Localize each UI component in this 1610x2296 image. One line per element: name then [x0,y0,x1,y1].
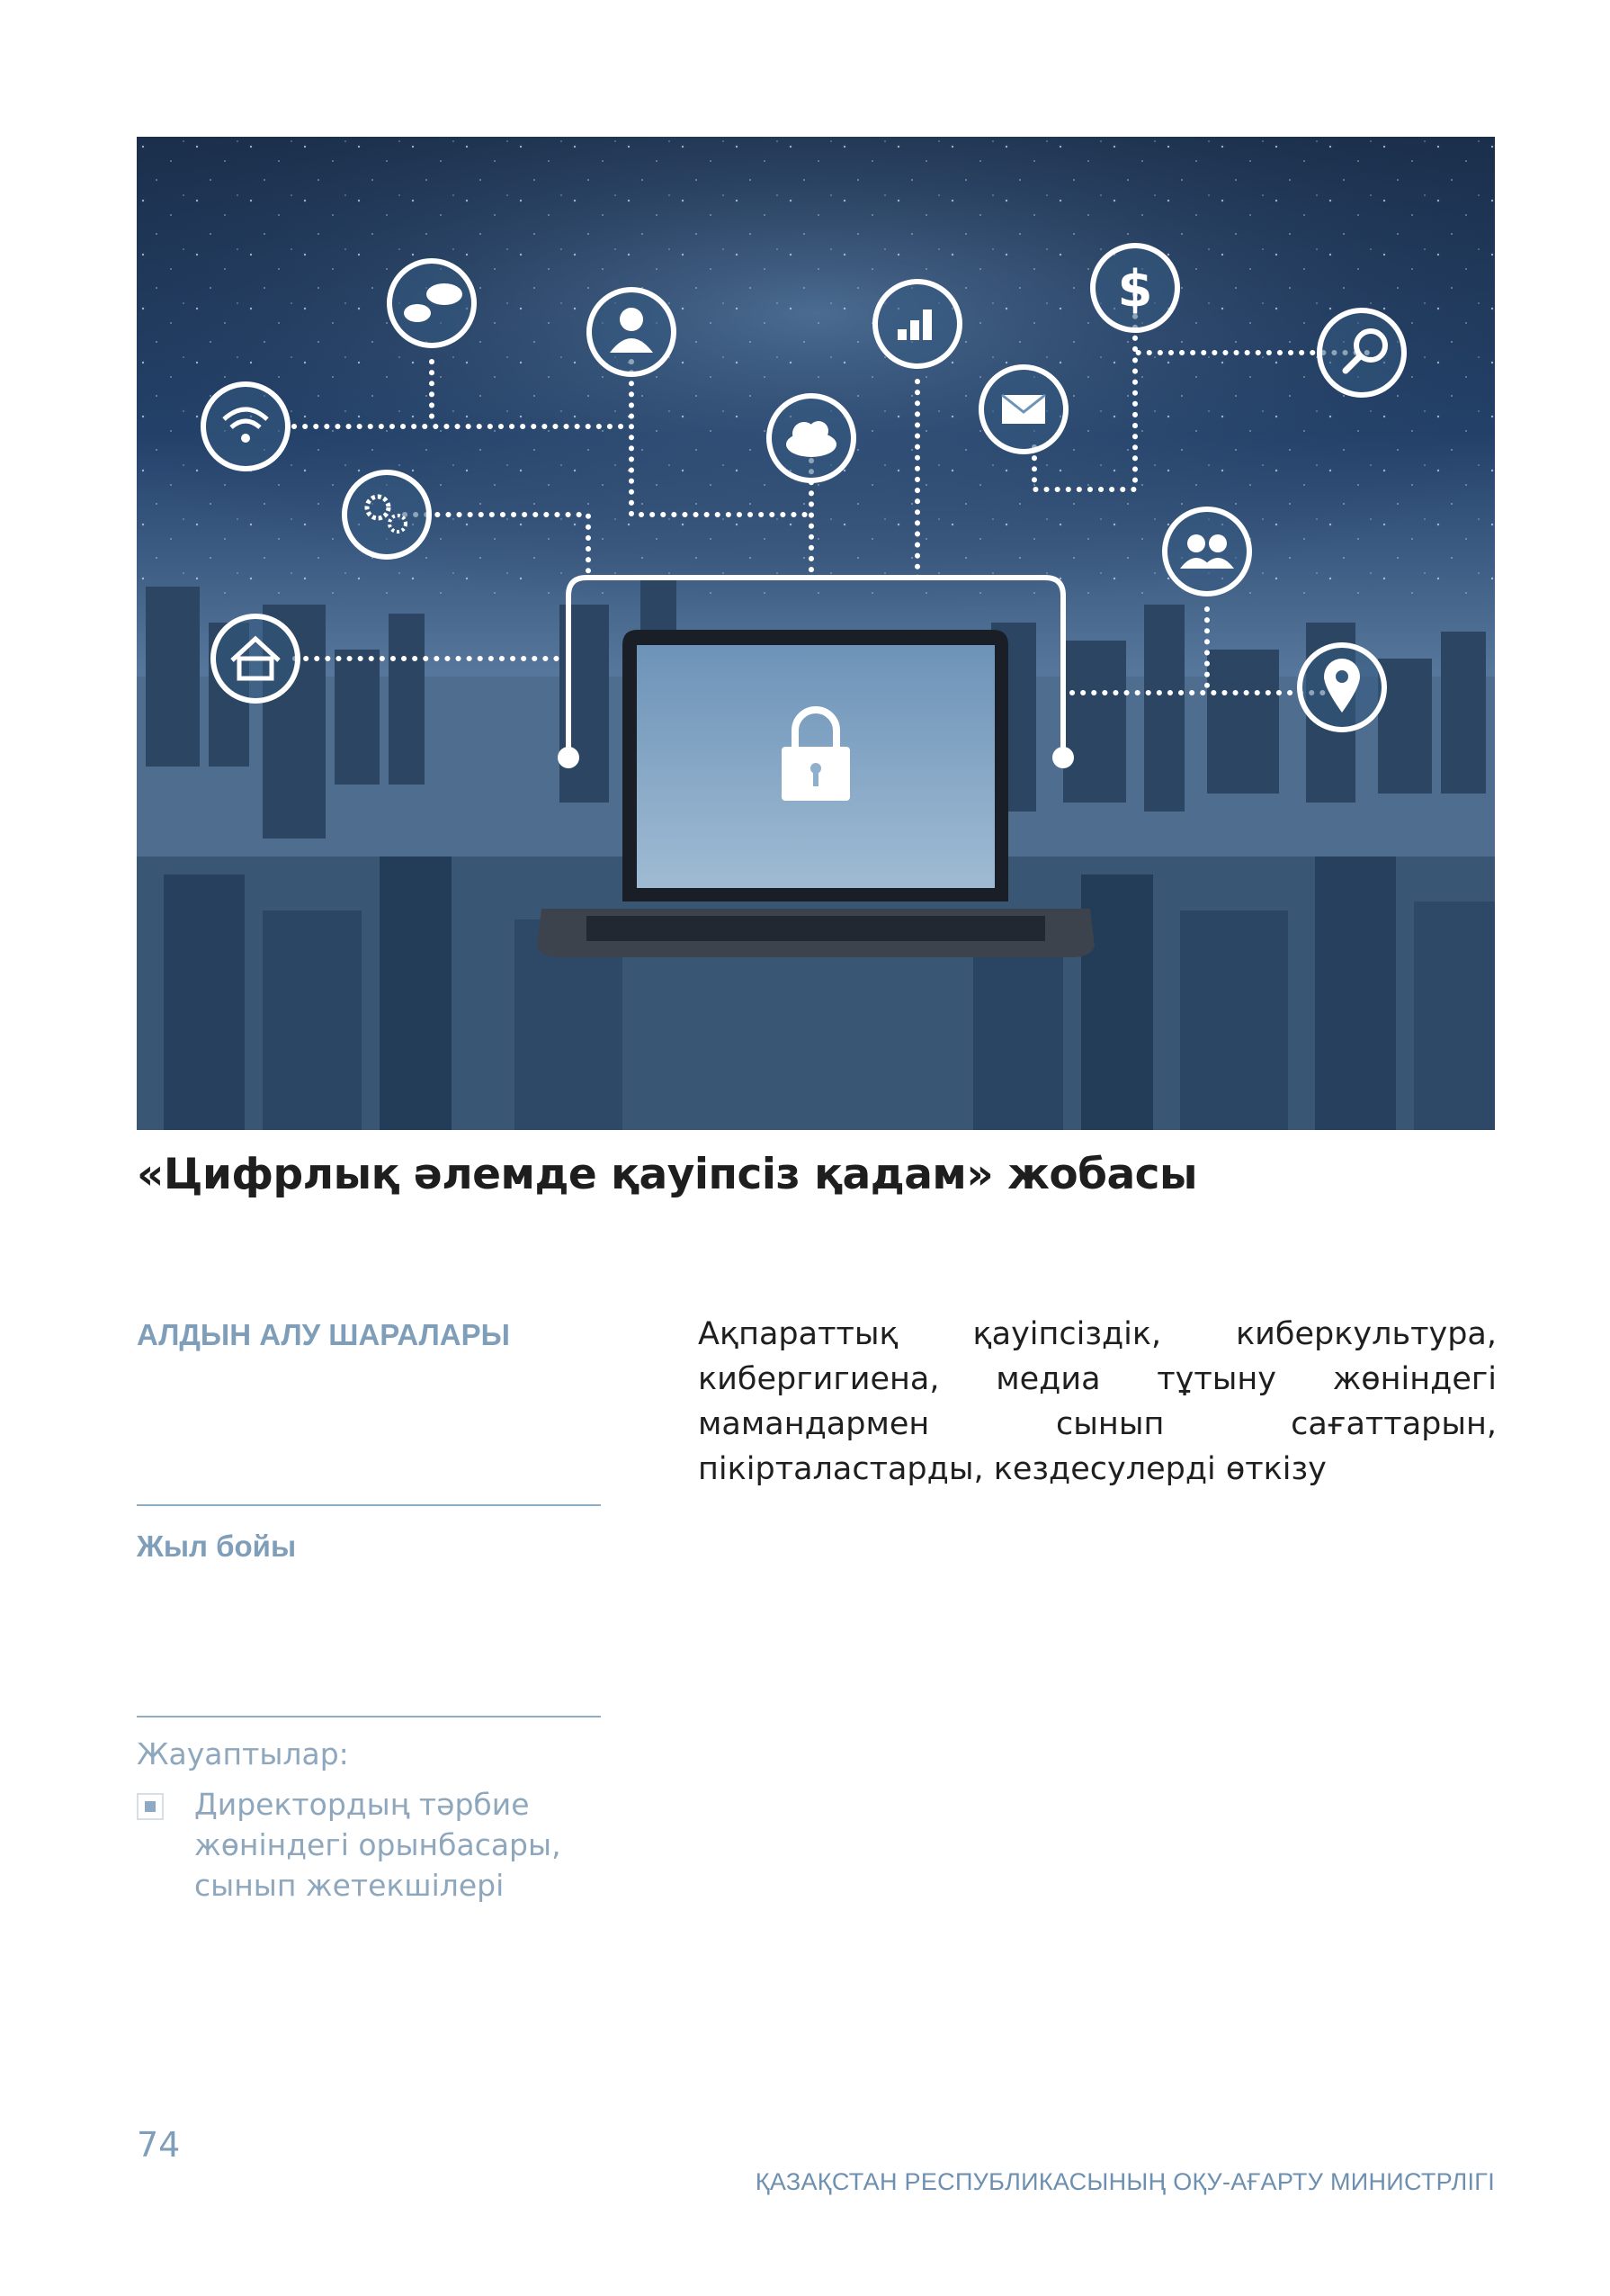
square-bullet-icon [137,1793,164,1820]
responsible-list [137,1784,622,1906]
home-icon [213,616,298,701]
page-title: «Цифрлық әлемде қауіпсіз қадам» жобасы [137,1150,1198,1199]
envelope-icon [981,367,1066,452]
body-text: Ақпараттық қауіпсіздік, киберкультура, кибергигиена, медиа тұтыну жөніндегі мамандармен сынып сағаттарын, пікірталастарды, кездесулерді өткізу [698,1316,1497,1487]
gears-icon [344,472,429,557]
list-item-text: Директордың тәрбие жөніндегі орынбасары, сынып жетекшілері [194,1787,561,1903]
hero-illustration [137,137,1495,1130]
magnifier-icon [1319,310,1404,395]
bar-chart-icon [875,282,960,366]
divider [137,1716,601,1718]
user-icon [589,290,674,374]
group-icon [1165,509,1249,594]
page-number: 74 [137,2125,181,2165]
dollar-icon [1093,246,1177,330]
wifi-icon [203,384,288,469]
section-label: АЛДЫН АЛУ ШАРАЛАРЫ [137,1318,510,1351]
period-label: Жыл бойы [137,1529,297,1563]
cloud-icon [769,396,854,480]
divider [137,1504,601,1506]
footer-text: ҚАЗАҚСТАН РЕСПУБЛИКАСЫНЫҢ ОҚУ-АҒАРТУ МИНИСТРЛІГІ [755,2168,1495,2195]
location-pin-icon [1300,645,1384,730]
list-item [137,1784,622,1906]
hero-svg [137,137,1495,1130]
responsible-label: Жауаптылар: [137,1736,349,1771]
dollar-glyph: $ [1117,260,1153,318]
chat-icon [389,261,474,345]
